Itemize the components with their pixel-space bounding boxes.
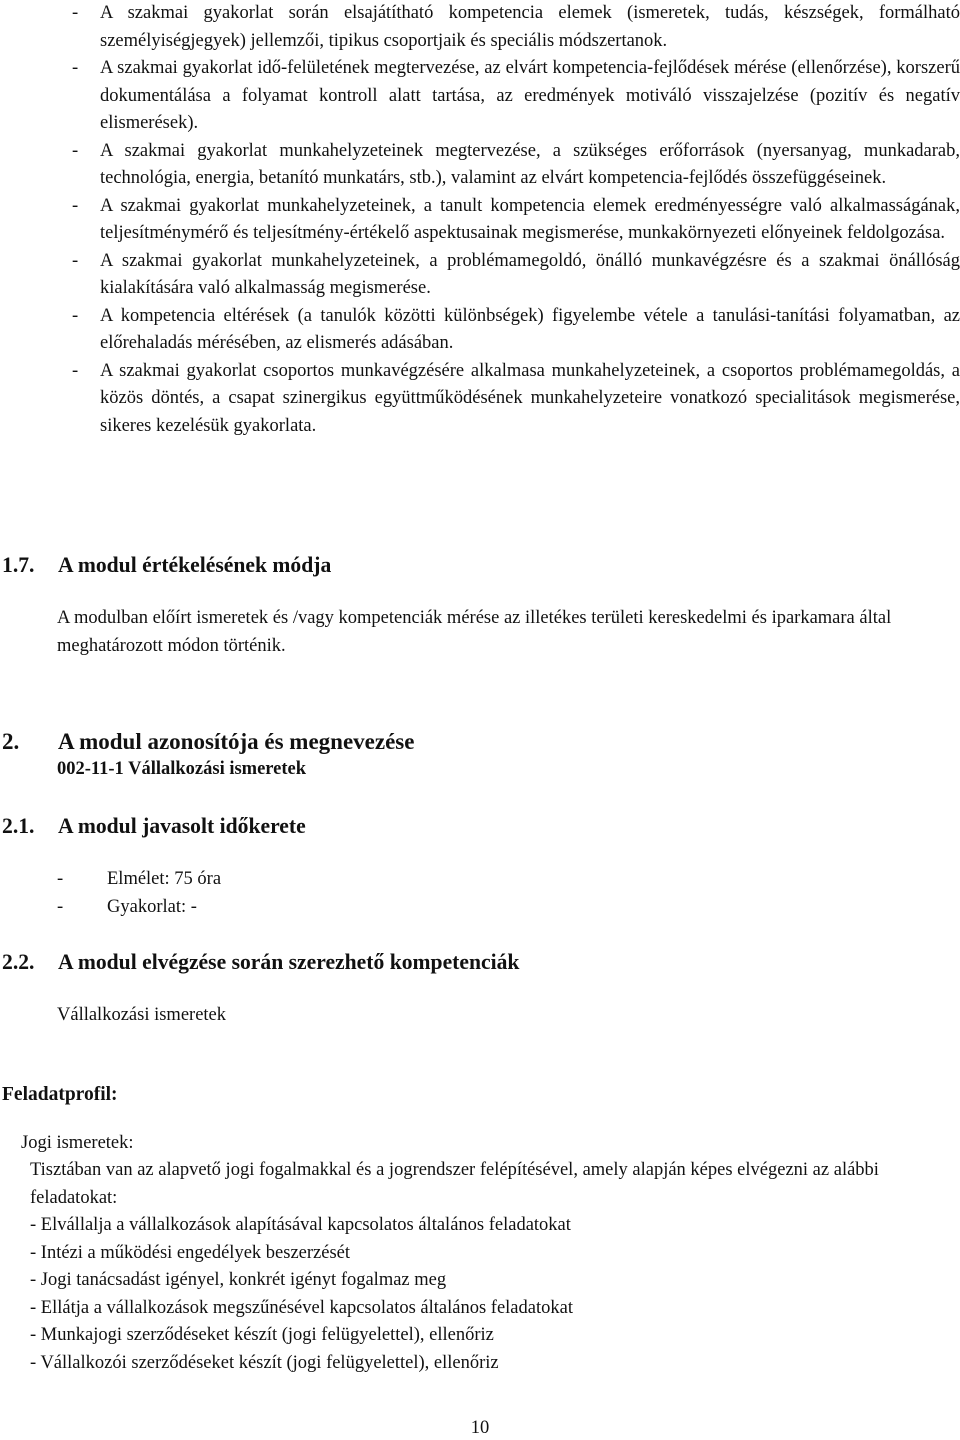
- feladatprofil-intro: Tisztában van az alapvető jogi fogalmakkal és a jogrendszer felépítésével, amely alapján képes elvégezni az alábbi feladatokat:: [30, 1160, 879, 1208]
- list-item: - A szakmai gyakorlat idő-felületének megtervezése, az elvárt kompetencia-fejlődések mérése (ellenőrzése), korszerű dokumentálása a folyamat kontroll alatt tartása, az eredmények motiváló visszajelzése (pozitív és negatív elismerések).: [72, 58, 960, 133]
- list-item: - A szakmai gyakorlat során elsajátítható kompetencia elemek (ismeretek, tudás, készségek, formálható személyiségjegyek) jellemzői, tipikus csoportjaik és speciális módszertanok.: [72, 3, 960, 51]
- section-1-7-heading: 1.7. A modul értékelésének módja: [2, 553, 332, 577]
- list-item: - Elmélet: 75 óra: [57, 869, 222, 889]
- list-item: - Ellátja a vállalkozások megszűnésével kapcsolatos általános feladatokat: [30, 1297, 573, 1318]
- section-2-1-heading: 2.1. A modul javasolt időkerete: [2, 814, 306, 838]
- section-2-2-heading: 2.2. A modul elvégzése során szerezhető kompetenciák: [2, 950, 520, 974]
- section-1-7-text: A modulban előírt ismeretek és /vagy kompetenciák mérése az illetékes területi kereskedelmi és iparkamara által meghatározott módon történik.: [57, 608, 892, 656]
- list-item: - A kompetencia eltérések (a tanulók közötti különbségek) figyelembe vétele a tanulási-tanítási folyamatban, az előrehaladás mérésében, az elismerés adásában.: [72, 305, 960, 353]
- list-item: - Jogi tanácsadást igényel, konkrét igényt fogalmaz meg: [30, 1270, 447, 1290]
- list-item: - A szakmai gyakorlat munkahelyzeteinek, a tanult kompetencia elemek eredményességre való alkalmasságának, teljesítménymérő és teljesítmény-értékelő aspektusainak megismerése, munkakörnyezeti előnyeinek feldolgozása.: [72, 195, 960, 243]
- list-item: - Gyakorlat: -: [57, 896, 197, 917]
- task-list: [30, 1212, 573, 1377]
- jogi-ismeretek-subheading: Jogi ismeretek:: [21, 1133, 134, 1153]
- list-item: - Munkajogi szerződéseket készít (jogi felügyelettel), ellenőriz: [30, 1325, 494, 1345]
- section-2-2-text: Vállalkozási ismeretek: [57, 1005, 227, 1025]
- list-item: - A szakmai gyakorlat csoportos munkavégzésére alkalmasa munkahelyzeteinek, a csoportos problémamegoldás, a közös döntés, a csapat szinergikus együttműködésének munkahelyzeteire vonatkozó specialitások megismerése, sikeres kezelésük gyakorlata.: [72, 360, 960, 436]
- list-item: - A szakmai gyakorlat munkahelyzeteinek megtervezése, a szükséges erőforrások (nyersanyag, munkadarab, technológia, energia, betanító munkatárs, stb.), valamint az elvárt kompetencia-fejlődés összefüggéseinek.: [72, 140, 960, 188]
- list-item: - Intézi a működési engedélyek beszerzését: [30, 1242, 351, 1263]
- module-code-title: 002-11-1 Vállalkozási ismeretek: [57, 759, 307, 779]
- time-frame-list: [57, 866, 221, 921]
- list-item: - A szakmai gyakorlat munkahelyzeteinek, a problémamegoldó, önálló munkavégzésre és a szakmai önállóság kialakítására való alkalmasság megismerése.: [72, 250, 960, 298]
- page-number: 10: [470, 1418, 490, 1438]
- section-2-heading: 2. A modul azonosítója és megnevezése: [2, 729, 415, 754]
- list-item: - Elvállalja a vállalkozások alapításával kapcsolatos általános feladatokat: [30, 1215, 571, 1235]
- list-item: - Vállalkozói szerződéseket készít (jogi felügyelettel), ellenőriz: [30, 1352, 499, 1373]
- feladatprofil-heading: Feladatprofil:: [2, 1084, 118, 1105]
- competence-bullet-list: [72, 0, 960, 440]
